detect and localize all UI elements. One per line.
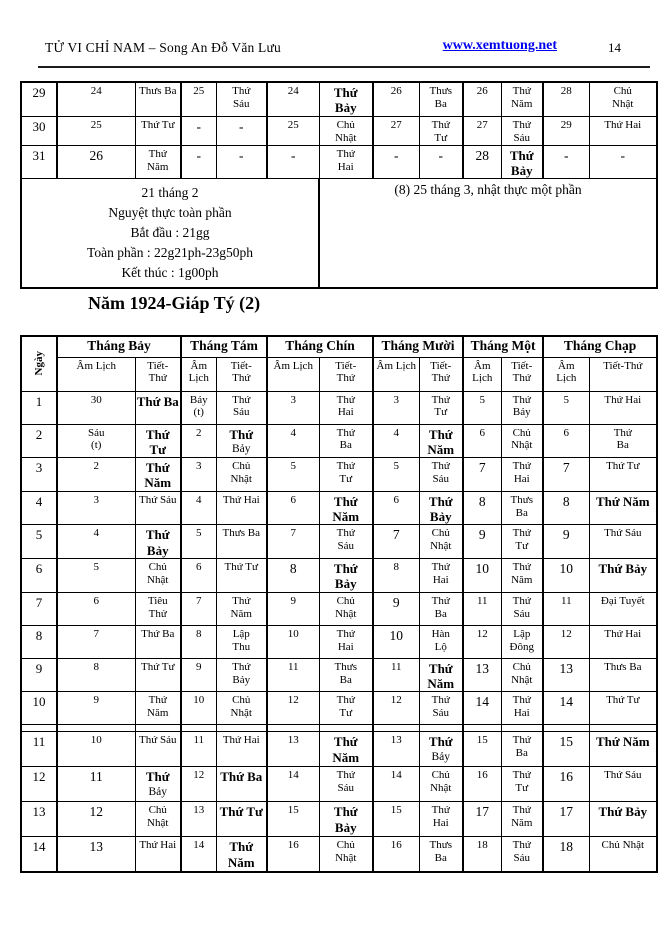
table-cell: 26 — [463, 82, 501, 116]
table-cell: - — [419, 145, 463, 179]
table-cell: Thứ Sáu — [501, 116, 543, 145]
table-cell: Thứ Tư — [501, 767, 543, 802]
section-title: Năm 1924-Giáp Tý (2) — [88, 293, 261, 313]
day-cell: 29 — [21, 82, 57, 116]
table-cell: Thứ Hai — [319, 625, 373, 658]
table-cell: Thứ Tư — [216, 802, 267, 837]
top-table-row — [21, 145, 657, 179]
table-cell: Thứ Tư — [589, 458, 657, 492]
table-cell: 30 — [57, 391, 135, 424]
subheader-am-lich: Âm Lịch — [181, 357, 216, 391]
table-cell: Thứ Tư — [319, 458, 373, 492]
table-cell: 3 — [267, 391, 319, 424]
table-cell: Thứ Năm — [216, 592, 267, 625]
table-cell: Thưs Ba — [501, 491, 543, 525]
table-row — [21, 692, 657, 725]
table-cell: Thưs Ba — [419, 82, 463, 116]
top-table-row — [21, 82, 657, 116]
table-cell: 9 — [57, 692, 135, 725]
table-cell: Thứ Bảy — [501, 145, 543, 179]
table-cell: 2 — [57, 458, 135, 492]
main-table-head — [21, 336, 657, 391]
table-cell: 4 — [267, 424, 319, 458]
table-cell: Thứ Bảy — [501, 391, 543, 424]
table-cell: 9 — [267, 592, 319, 625]
table-row — [21, 592, 657, 625]
table-row — [21, 837, 657, 872]
table-cell: Thứ Tư — [135, 116, 181, 145]
table-cell: 24 — [267, 82, 319, 116]
table-cell: 10 — [267, 625, 319, 658]
table-cell: Thứ Năm — [501, 802, 543, 837]
month-header: Tháng Mười — [373, 336, 463, 357]
table-cell: Chủ Nhật — [589, 837, 657, 872]
table-cell: 2 — [181, 424, 216, 458]
table-cell: 5 — [373, 458, 419, 492]
spacer-cell — [543, 725, 589, 732]
table-row — [21, 424, 657, 458]
eclipse-info-left — [21, 179, 319, 288]
table-cell: 10 — [181, 692, 216, 725]
table-cell: Thứ Hai — [135, 837, 181, 872]
table-cell: Thứ Ba — [419, 592, 463, 625]
table-cell: Thứ Bảy — [135, 767, 181, 802]
subheader-tiet-thu: Tiết- Thứ — [419, 357, 463, 391]
table-cell: Chủ Nhật — [216, 692, 267, 725]
spacer-cell — [501, 725, 543, 732]
table-cell: Chủ Nhật — [419, 525, 463, 559]
table-cell: 26 — [373, 82, 419, 116]
table-cell: Thứ Hai — [419, 559, 463, 593]
table-cell: 9 — [373, 592, 419, 625]
table-cell: 13 — [543, 658, 589, 692]
table-cell: 9 — [463, 525, 501, 559]
table-row — [21, 658, 657, 692]
spacer-cell — [135, 725, 181, 732]
table-cell: 6 — [57, 592, 135, 625]
table-cell: Thứ Sáu — [319, 767, 373, 802]
subheader-am-lich: Âm Lịch — [373, 357, 419, 391]
table-cell: 8 — [267, 559, 319, 593]
table-cell: Thứ Bảy — [589, 802, 657, 837]
table-cell: Thứ Tư — [589, 692, 657, 725]
subheader-tiet-thu: Tiết- Thứ — [216, 357, 267, 391]
table-cell: 27 — [463, 116, 501, 145]
table-row — [21, 802, 657, 837]
table-cell: 8 — [57, 658, 135, 692]
table-row — [21, 491, 657, 525]
table-cell: 12 — [181, 767, 216, 802]
table-cell: Chủ Nhật — [135, 802, 181, 837]
table-cell: 11 — [543, 592, 589, 625]
table-cell: Thứ Hai — [216, 491, 267, 525]
table-cell: Chủ Nhật — [319, 592, 373, 625]
main-calendar-table — [20, 335, 658, 873]
table-cell: Thứ Hai — [419, 802, 463, 837]
table-cell: 13 — [57, 837, 135, 872]
table-cell: Thưs Ba — [135, 82, 181, 116]
table-cell: 7 — [57, 625, 135, 658]
table-cell: 7 — [463, 458, 501, 492]
table-cell: 11 — [463, 592, 501, 625]
table-cell: Thứ Ba — [589, 424, 657, 458]
table-cell: 4 — [373, 424, 419, 458]
table-cell: Thứ Hai — [216, 732, 267, 767]
table-cell: 7 — [267, 525, 319, 559]
table-cell: Thứ Ba — [216, 767, 267, 802]
table-cell: Chủ Nhật — [216, 458, 267, 492]
table-cell: - — [589, 145, 657, 179]
day-cell: 30 — [21, 116, 57, 145]
header-rule — [38, 66, 650, 68]
table-cell: Thưs Ba — [589, 658, 657, 692]
spacer-cell — [21, 725, 57, 732]
spacer-cell — [57, 725, 135, 732]
day-cell: 14 — [21, 837, 57, 872]
spacer-cell — [463, 725, 501, 732]
table-cell: 28 — [543, 82, 589, 116]
table-cell: Thứ Tư — [419, 391, 463, 424]
table-cell: Chủ Nhật — [501, 658, 543, 692]
spacer-cell — [181, 725, 216, 732]
table-cell: 12 — [373, 692, 419, 725]
table-row — [21, 559, 657, 593]
main-table-body — [21, 391, 657, 872]
table-cell: 6 — [373, 491, 419, 525]
table-cell: - — [216, 116, 267, 145]
table-cell: Thứ Sáu — [419, 458, 463, 492]
table-cell: Thưs Ba — [419, 837, 463, 872]
table-cell: Thứ Bảy — [319, 802, 373, 837]
table-cell: Lập Đông — [501, 625, 543, 658]
table-cell: 27 — [373, 116, 419, 145]
table-cell: Thứ Năm — [501, 559, 543, 593]
table-cell: Lập Thu — [216, 625, 267, 658]
table-cell: Thứ Tư — [419, 116, 463, 145]
day-cell: 1 — [21, 391, 57, 424]
table-row — [21, 391, 657, 424]
table-cell: 6 — [463, 424, 501, 458]
day-cell: 2 — [21, 424, 57, 458]
table-cell: Chủ Nhật — [135, 559, 181, 593]
spacer-cell — [589, 725, 657, 732]
table-cell: Thứ Năm — [216, 837, 267, 872]
day-cell: 7 — [21, 592, 57, 625]
table-cell: 16 — [463, 767, 501, 802]
subheader-am-lich: Âm Lịch — [463, 357, 501, 391]
table-row — [21, 458, 657, 492]
table-cell: 24 — [57, 82, 135, 116]
table-cell: Thứ Hai — [319, 391, 373, 424]
subheader-am-lich: Âm Lịch — [267, 357, 319, 391]
spacer-cell — [373, 725, 419, 732]
table-cell: Chủ Nhật — [319, 837, 373, 872]
table-cell: Chủ Nhật — [589, 82, 657, 116]
table-cell: Thứ Bảy — [319, 82, 373, 116]
spacer-cell — [319, 725, 373, 732]
table-cell: Thứ Hai — [589, 391, 657, 424]
table-cell: Thứ Hai — [589, 116, 657, 145]
top-table-row — [21, 116, 657, 145]
website-link[interactable]: www.xemtuong.net — [442, 38, 557, 53]
table-cell: Tiêu Thử — [135, 592, 181, 625]
table-cell: 14 — [543, 692, 589, 725]
table-cell: Thứ Hai — [319, 145, 373, 179]
spacer-cell — [267, 725, 319, 732]
table-cell: 10 — [373, 625, 419, 658]
table-cell: 12 — [267, 692, 319, 725]
table-cell: Thứ Bảy — [419, 491, 463, 525]
table-cell: - — [543, 145, 589, 179]
day-cell: 9 — [21, 658, 57, 692]
table-cell: Thứ Sáu — [501, 837, 543, 872]
table-cell: Thứ Ba — [135, 391, 181, 424]
top-table-body — [21, 82, 657, 179]
table-cell: Thứ Bảy — [319, 559, 373, 593]
subheader-tiet-thu: Tiết- Thứ — [501, 357, 543, 391]
spacer-cell — [419, 725, 463, 732]
table-cell: 18 — [543, 837, 589, 872]
subheader-am-lich: Âm Lịch — [57, 357, 135, 391]
day-cell: 3 — [21, 458, 57, 492]
table-cell: Thứ Năm — [589, 732, 657, 767]
table-row — [21, 732, 657, 767]
table-cell: 12 — [543, 625, 589, 658]
table-cell: - — [181, 116, 216, 145]
table-cell: - — [216, 145, 267, 179]
subheader-tiet-thu: Tiết-Thứ — [589, 357, 657, 391]
day-cell: 13 — [21, 802, 57, 837]
table-cell: Thứ Bảy — [216, 424, 267, 458]
table-cell: Thứ Năm — [319, 732, 373, 767]
eclipse-note: (8) 25 tháng 3, nhật thực một phần — [394, 182, 582, 198]
subheader-tiet-thu: Tiết- Thứ — [135, 357, 181, 391]
ngay-corner-label: Ngày — [32, 350, 45, 375]
table-cell: 10 — [543, 559, 589, 593]
table-cell: 11 — [181, 732, 216, 767]
table-cell: 15 — [373, 802, 419, 837]
table-cell: 17 — [463, 802, 501, 837]
table-row — [21, 625, 657, 658]
table-cell: 15 — [267, 802, 319, 837]
table-cell: 8 — [181, 625, 216, 658]
table-row — [21, 767, 657, 802]
subheader-tiet-thu: Tiết- Thứ — [319, 357, 373, 391]
table-cell: 13 — [181, 802, 216, 837]
table-cell: Thứ Tư — [319, 692, 373, 725]
month-header: Tháng Bảy — [57, 336, 181, 357]
table-cell: 4 — [181, 491, 216, 525]
table-cell: Thứ Ba — [135, 625, 181, 658]
table-cell: 14 — [463, 692, 501, 725]
table-cell: 11 — [373, 658, 419, 692]
eclipse-line: Kết thúc : 1g00ph — [121, 265, 219, 281]
table-cell: Thứ Hai — [501, 692, 543, 725]
table-cell: Thứ Năm — [135, 145, 181, 179]
table-cell: Thứ Năm — [319, 491, 373, 525]
table-cell: 13 — [463, 658, 501, 692]
table-cell: 8 — [463, 491, 501, 525]
table-cell: Đại Tuyết — [589, 592, 657, 625]
day-cell: 12 — [21, 767, 57, 802]
eclipse-row — [21, 179, 657, 288]
table-cell: - — [373, 145, 419, 179]
table-cell: Thứ Sáu — [501, 592, 543, 625]
table-cell: Thứ Năm — [419, 424, 463, 458]
table-cell: 8 — [373, 559, 419, 593]
table-cell: Thứ Năm — [135, 458, 181, 492]
table-cell: 16 — [373, 837, 419, 872]
table-cell: 3 — [57, 491, 135, 525]
table-cell: Thứ Tư — [501, 525, 543, 559]
table-cell: 12 — [57, 802, 135, 837]
table-cell: 25 — [57, 116, 135, 145]
table-cell: Thứ Sáu — [589, 525, 657, 559]
table-cell: 16 — [267, 837, 319, 872]
table-cell: Thứ Sáu — [135, 732, 181, 767]
table-cell: 6 — [543, 424, 589, 458]
table-cell: 11 — [57, 767, 135, 802]
table-cell: 7 — [181, 592, 216, 625]
table-cell: 26 — [57, 145, 135, 179]
table-cell: Thứ Năm — [419, 658, 463, 692]
table-cell: 14 — [373, 767, 419, 802]
month-header: Tháng Chín — [267, 336, 373, 357]
month-header: Tháng Tám — [181, 336, 267, 357]
table-cell: 7 — [543, 458, 589, 492]
table-row — [21, 525, 657, 559]
table-cell: 14 — [181, 837, 216, 872]
table-cell: Thứ Sáu — [589, 767, 657, 802]
table-cell: 7 — [373, 525, 419, 559]
table-cell: 5 — [57, 559, 135, 593]
table-cell: 3 — [373, 391, 419, 424]
table-cell: 5 — [181, 525, 216, 559]
table-cell: Thứ Sáu — [135, 491, 181, 525]
eclipse-line: Nguyệt thực toàn phần — [108, 205, 232, 221]
day-cell: 31 — [21, 145, 57, 179]
table-cell: 12 — [463, 625, 501, 658]
table-cell: Thưs Ba — [216, 525, 267, 559]
table-cell: Thứ Hai — [501, 458, 543, 492]
table-cell: Thứ Hai — [589, 625, 657, 658]
day-cell: 4 — [21, 491, 57, 525]
table-cell: Thứ Năm — [135, 692, 181, 725]
table-cell: 18 — [463, 837, 501, 872]
table-cell: Thứ Năm — [589, 491, 657, 525]
table-cell: Thứ Sáu — [419, 692, 463, 725]
table-cell: - — [181, 145, 216, 179]
table-cell: Sáu (t) — [57, 424, 135, 458]
table-cell: 14 — [267, 767, 319, 802]
table-cell: 10 — [463, 559, 501, 593]
day-cell: 11 — [21, 732, 57, 767]
table-cell: Thứ Sáu — [216, 82, 267, 116]
subheader-am-lich: Âm Lịch — [543, 357, 589, 391]
top-calendar-table — [20, 81, 658, 289]
table-cell: Hàn Lộ — [419, 625, 463, 658]
day-cell: 8 — [21, 625, 57, 658]
table-cell: Thứ Sáu — [319, 525, 373, 559]
table-cell: Chủ Nhật — [319, 116, 373, 145]
page-number: 14 — [608, 40, 621, 55]
table-cell: 15 — [543, 732, 589, 767]
table-cell: 5 — [267, 458, 319, 492]
table-cell: Thứ Tư — [135, 658, 181, 692]
table-cell: 6 — [267, 491, 319, 525]
day-cell: 10 — [21, 692, 57, 725]
table-cell: Thứ Sáu — [216, 391, 267, 424]
spacer-row — [21, 725, 657, 732]
eclipse-line: Toàn phần : 22g21ph-23g50ph — [87, 245, 253, 261]
table-cell: 6 — [181, 559, 216, 593]
table-cell: Thứ Bảy — [419, 732, 463, 767]
table-cell: 3 — [181, 458, 216, 492]
table-cell: 8 — [543, 491, 589, 525]
table-cell: 10 — [57, 732, 135, 767]
table-cell: 13 — [267, 732, 319, 767]
table-cell: 11 — [267, 658, 319, 692]
month-header: Tháng Chạp — [543, 336, 657, 357]
eclipse-line: Bắt đầu : 21gg — [130, 225, 210, 241]
eclipse-info-right — [319, 179, 657, 288]
table-cell: 17 — [543, 802, 589, 837]
table-cell: Bảy (t) — [181, 391, 216, 424]
table-cell: Thứ Ba — [319, 424, 373, 458]
month-header: Tháng Một — [463, 336, 543, 357]
table-cell: 25 — [181, 82, 216, 116]
table-cell: 9 — [181, 658, 216, 692]
table-cell: 9 — [543, 525, 589, 559]
day-cell: 6 — [21, 559, 57, 593]
table-cell: 4 — [57, 525, 135, 559]
table-cell: Chủ Nhật — [419, 767, 463, 802]
day-cell: 5 — [21, 525, 57, 559]
table-cell: Thứ Năm — [501, 82, 543, 116]
table-cell: 25 — [267, 116, 319, 145]
table-cell: Chủ Nhật — [501, 424, 543, 458]
ngay-corner-header — [21, 336, 57, 391]
table-cell: Thứ Bảy — [589, 559, 657, 593]
table-cell: - — [267, 145, 319, 179]
table-cell: Thứ Tư — [135, 424, 181, 458]
table-cell: 28 — [463, 145, 501, 179]
table-cell: Thứ Bảy — [216, 658, 267, 692]
table-cell: 15 — [463, 732, 501, 767]
table-cell: 29 — [543, 116, 589, 145]
table-cell: Thứ Tư — [216, 559, 267, 593]
spacer-cell — [216, 725, 267, 732]
document-title: TỬ VI CHỈ NAM – Song An Đỗ Văn Lưu — [45, 40, 281, 55]
table-cell: 13 — [373, 732, 419, 767]
table-cell: Thưs Ba — [319, 658, 373, 692]
table-cell: Thứ Ba — [501, 732, 543, 767]
table-cell: 5 — [543, 391, 589, 424]
table-cell: 5 — [463, 391, 501, 424]
table-cell: Thứ Bảy — [135, 525, 181, 559]
table-cell: 16 — [543, 767, 589, 802]
eclipse-line: 21 tháng 2 — [141, 185, 199, 201]
